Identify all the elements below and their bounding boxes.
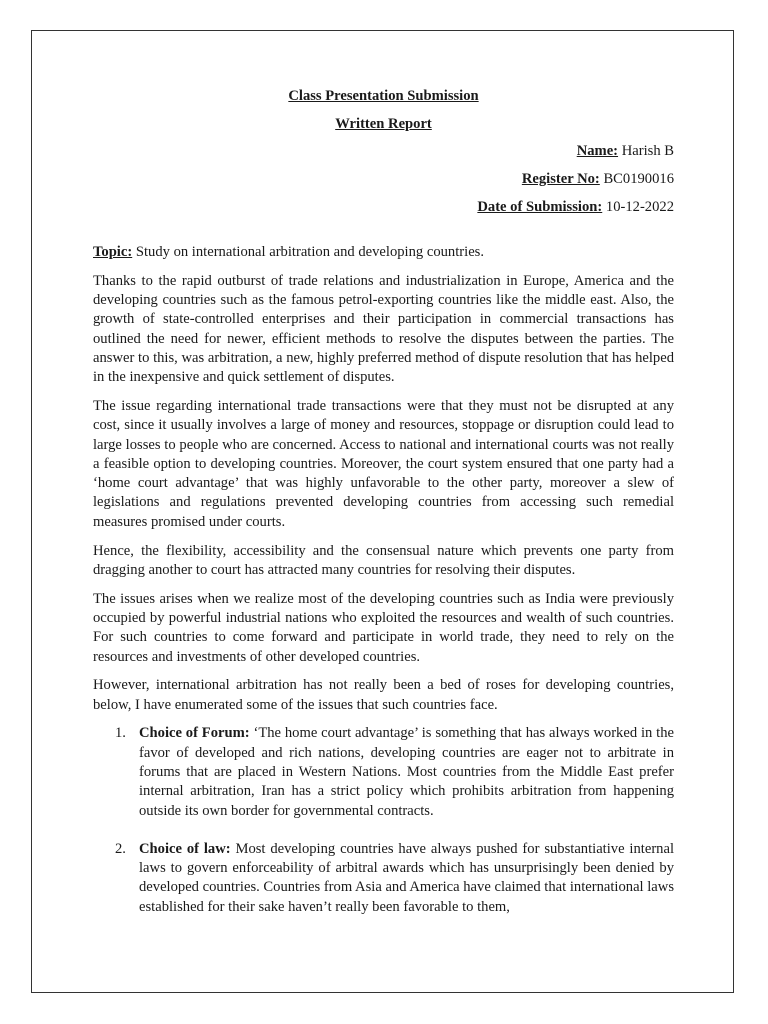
- topic-text: Study on international arbitration and developing countries.: [135, 243, 485, 260]
- list-item-number: 1.: [115, 725, 126, 742]
- list-item-heading: Choice of Forum:: [139, 725, 250, 742]
- name-value: Harish B: [621, 143, 674, 160]
- register-line: [93, 170, 674, 189]
- paragraph-3: Hence, the flexibility, accessibility and the consensual nature which prevents one party from dragging another to court has attracted many countries for resolving their disputes.: [93, 542, 674, 578]
- date-line: [93, 198, 674, 217]
- list-item-heading: Choice of law:: [139, 840, 231, 857]
- paragraph-2: The issue regarding international trade transactions were that they must not be disrupted at any cost, since it usually involves a large of money and resources, stoppage or disruption could lead to large losses to people who are concerned. Access to national and international courts was not really a feasible option to developing countries. Moreover, the court system ensured that one party had a ‘home court advantage’ that was highly unfavorable to the other party, moreover a slew of legislations and regulations prevented developing countries from accessing such remedial measures promised under courts.: [93, 397, 674, 530]
- register-label: Register No:: [521, 170, 600, 187]
- paragraph-5: However, international arbitration has not really been a bed of roses for developing countries, below, I have enumerated some of the issues that such countries face.: [93, 677, 674, 713]
- list-item-text: ‘The home court advantage’ is something that has always worked in the favor of developed and rich nations, developing countries are eager not to arbitrate in forums that are placed in Western Nations. Most countries from the Middle East prefer internal arbitration, Iran has a strict policy which prohibits arbitration from happening outside its own border for governmental contracts.: [139, 725, 674, 819]
- name-label: Name:: [576, 143, 619, 160]
- paragraph-1: Thanks to the rapid outburst of trade relations and industrialization in Europe, America and the developing countries such as the famous petrol-exporting countries like the middle east. Also, the growth of state-controlled enterprises and their participation in commercial transactions has outlined the need for newer, efficient methods to resolve the disputes between the parties. The answer to this, was arbitration, a new, highly preferred method of dispute resolution that has helped in the inexpensive and quick settlement of disputes.: [93, 272, 674, 386]
- topic-label: Topic:: [93, 243, 133, 260]
- list-item-text: Most developing countries have always pushed for substantiative internal laws to govern enforceability of arbitral awards which has unsurprisingly been denied by developed countries. Countries from Asia and America have claimed that international laws established for their sake haven’t really been favorable to them,: [139, 840, 675, 915]
- date-label: Date of Submission:: [477, 198, 603, 215]
- list-item-number: 2.: [115, 840, 126, 857]
- list-item: [115, 840, 675, 917]
- document-title: Class Presentation Submission: [288, 88, 479, 104]
- date-value: 10-12-2022: [605, 198, 674, 215]
- name-line: [93, 142, 674, 161]
- issues-list: [93, 724, 674, 917]
- paragraph-4: The issues arises when we realize most of the developing countries such as India were previously occupied by powerful industrial nations who exploited the resources and wealth of such countries. For such countries to come forward and participate in world trade, they need to rely on the resources and investments of other developed countries.: [93, 590, 674, 665]
- list-item: [115, 724, 674, 820]
- document-subtitle: Written Report: [335, 115, 432, 132]
- document-body: [93, 87, 674, 936]
- register-value: BC0190016: [603, 170, 674, 187]
- topic-line: [93, 243, 674, 262]
